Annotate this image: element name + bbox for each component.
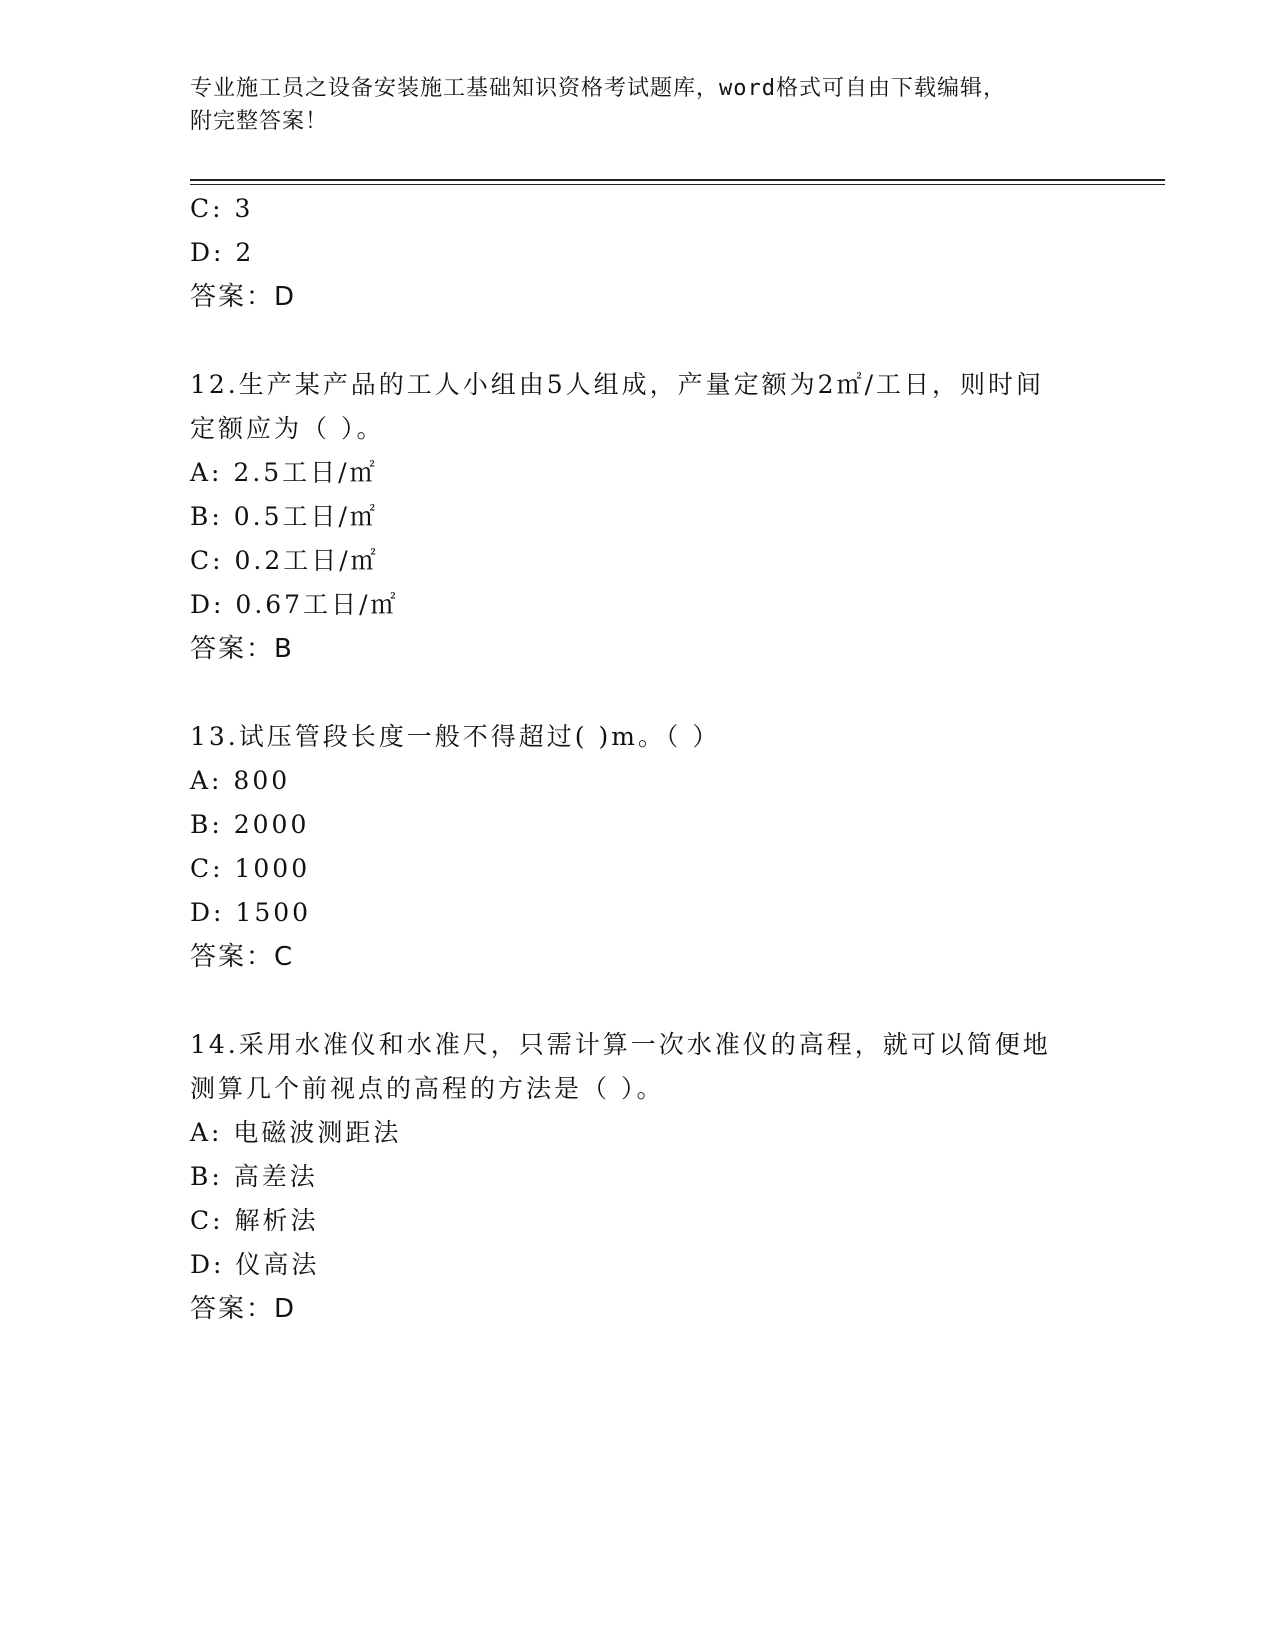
q14-option-b: B: 高差法 <box>190 1162 318 1191</box>
answer-label: 答案： <box>190 1294 275 1324</box>
q12-option-d: D: 0.67工日/㎡ <box>190 590 399 619</box>
q12-option-b: B: 0.5工日/㎡ <box>190 502 378 531</box>
prev-option-c: C: 3 <box>190 194 254 223</box>
q13-option-c: C: 1000 <box>190 854 311 883</box>
q13-option-d: D: 1500 <box>190 898 312 927</box>
q13-option-a: A: 800 <box>190 766 291 795</box>
q13-stem-line-1: 13.试压管段长度一般不得超过( )m。（ ） <box>190 722 721 751</box>
q12-stem-line-1: 12.生产某产品的工人小组由5人组成，产量定额为2㎡/工日，则时间 <box>190 370 1044 399</box>
q14-option-d: D: 仪高法 <box>190 1250 320 1279</box>
answer-label: 答案： <box>190 634 275 664</box>
q12-answer <box>190 632 292 666</box>
q12-option-c: C: 0.2工日/㎡ <box>190 546 379 575</box>
header-line-1: 专业施工员之设备安装施工基础知识资格考试题库，word格式可自由下载编辑， <box>190 76 1006 101</box>
q14-option-c: C: 解析法 <box>190 1206 319 1235</box>
q14-option-a: A: 电磁波测距法 <box>190 1118 402 1147</box>
q13-option-b: B: 2000 <box>190 810 310 839</box>
prev-option-d: D: 2 <box>190 238 255 267</box>
answer-value: D <box>274 282 295 312</box>
answer-label: 答案： <box>190 942 275 972</box>
q14-answer <box>190 1292 294 1326</box>
q12-stem-line-2: 定额应为（ ）。 <box>190 414 385 443</box>
header-divider-thin <box>190 184 1165 185</box>
q12-option-a: A: 2.5工日/㎡ <box>190 458 378 487</box>
q14-stem-line-2: 测算几个前视点的高程的方法是（ ）。 <box>190 1074 665 1103</box>
q13-answer <box>190 940 292 974</box>
prev-answer <box>190 280 294 314</box>
header-line-2: 附完整答案！ <box>190 109 329 134</box>
answer-value: B <box>274 634 292 664</box>
document-header <box>190 72 1070 138</box>
header-divider-thick <box>190 179 1165 181</box>
q14-stem-line-1: 14.采用水准仪和水准尺，只需计算一次水准仪的高程，就可以简便地 <box>190 1030 1051 1059</box>
answer-value: C <box>274 942 293 972</box>
answer-value: D <box>274 1294 295 1324</box>
answer-label: 答案： <box>190 282 275 312</box>
